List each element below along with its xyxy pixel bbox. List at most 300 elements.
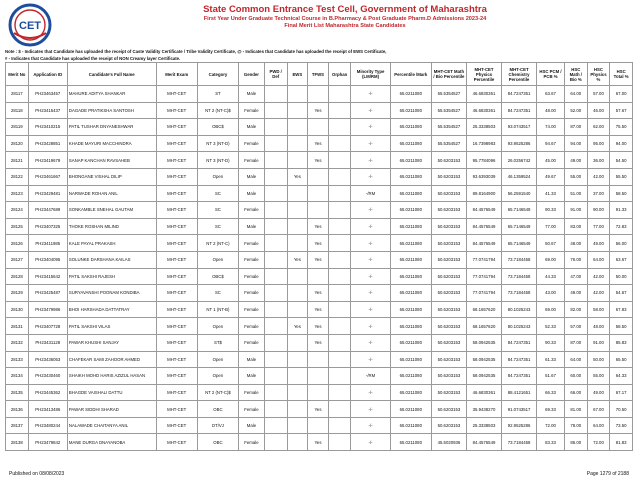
table-cell	[264, 417, 287, 434]
table-row	[6, 417, 633, 434]
table-cell: 67.83	[610, 301, 633, 318]
table-cell: -/-	[351, 318, 390, 335]
table-cell: 46.6830361	[466, 384, 501, 401]
table-cell: NT 2 (NT-C)$	[197, 384, 238, 401]
table-cell: 76.00	[564, 251, 587, 268]
table-cell	[308, 417, 329, 434]
notes-block	[5, 48, 633, 62]
table-cell: Female	[239, 285, 265, 302]
table-cell: NARWADE ROHAN ANIL	[67, 185, 156, 202]
column-header: Merit Exam	[156, 63, 197, 86]
table-cell: 77.0741794	[466, 285, 501, 302]
table-row	[6, 185, 633, 202]
table-cell: 46.6830361	[466, 102, 501, 119]
table-cell: 45.5020936	[431, 434, 466, 451]
table-cell: 55.5354527	[431, 86, 466, 103]
table-cell: 49.00	[564, 285, 587, 302]
table-cell	[287, 368, 308, 385]
table-cell	[328, 285, 351, 302]
table-cell: 55.00	[564, 168, 587, 185]
table-cell: 65.0211080	[390, 119, 431, 136]
table-row	[6, 135, 633, 152]
table-row	[6, 251, 633, 268]
table-cell: KALE PAYAL PRAKASH	[67, 235, 156, 252]
table-cell: 84.7247351	[502, 102, 537, 119]
table-cell: 55.5354527	[431, 135, 466, 152]
table-cell: 65.0211080	[390, 285, 431, 302]
table-cell: 75.50	[610, 119, 633, 136]
table-cell: 49.00	[587, 235, 610, 252]
table-cell: CHAFEKAR SAMI ZAHOOR AHMED	[67, 351, 156, 368]
table-cell: 50.67	[537, 235, 565, 252]
table-cell: PH23463457	[28, 86, 67, 103]
table-cell: 72.00	[537, 417, 565, 434]
table-cell	[328, 318, 351, 335]
table-cell: SOLUNKE DARSHANA KAILAS	[67, 251, 156, 268]
table-cell: 25.3338503	[466, 119, 501, 136]
table-cell: 58.0942535	[466, 368, 501, 385]
table-row	[6, 368, 633, 385]
table-cell: Female	[239, 135, 265, 152]
table-cell	[287, 301, 308, 318]
table-cell: MHT-CET	[156, 251, 197, 268]
table-cell	[287, 401, 308, 418]
table-cell: 50.6203153	[431, 301, 466, 318]
table-cell	[328, 135, 351, 152]
table-cell: 62.00	[587, 119, 610, 136]
table-cell	[328, 434, 351, 451]
table-cell: 66.33	[537, 384, 565, 401]
table-cell	[287, 384, 308, 401]
table-cell: PAWAR SIDDHI SHARAD	[67, 401, 156, 418]
table-cell: 28131	[6, 318, 29, 335]
table-cell: PH23428851	[28, 135, 67, 152]
table-cell: MHT-CET	[156, 185, 197, 202]
table-cell: 89.8164900	[466, 185, 501, 202]
table-cell: NT 3 (NT-D)	[197, 152, 238, 169]
table-cell: 28134	[6, 368, 29, 385]
table-cell: 67.17	[610, 384, 633, 401]
column-header: Orphan	[328, 63, 351, 86]
table-cell	[308, 86, 329, 103]
table-cell: 93.0743517	[502, 119, 537, 136]
table-cell: 50.6203153	[431, 202, 466, 219]
table-cell: 28127	[6, 251, 29, 268]
table-cell	[264, 119, 287, 136]
table-cell: 70.50	[610, 401, 633, 418]
table-cell: 16.7398983	[466, 135, 501, 152]
table-cell: DT/VJ	[197, 417, 238, 434]
table-cell: Yes	[287, 168, 308, 185]
table-cell	[328, 401, 351, 418]
table-cell: -/-	[351, 285, 390, 302]
table-cell: 66.00	[564, 384, 587, 401]
table-cell: NT 2 (NT-C)	[197, 235, 238, 252]
table-cell: MHT-CET	[156, 86, 197, 103]
table-cell: 58.0942535	[466, 351, 501, 368]
table-cell: -/-	[351, 351, 390, 368]
table-cell: PH23480244	[28, 417, 67, 434]
table-cell: Yes	[308, 135, 329, 152]
table-cell	[328, 86, 351, 103]
table-cell: 57.00	[564, 318, 587, 335]
table-cell: 69.33	[537, 401, 565, 418]
table-cell: PH23430460	[28, 368, 67, 385]
table-cell: PAWAR KHUSHI SANJAY	[67, 334, 156, 351]
table-cell: DAGADE PRATIKSHA SANTOSH	[67, 102, 156, 119]
table-cell: 73.7184458	[502, 251, 537, 268]
course-subtitle: First Year Under Graduate Technical Course in B.Pharmacy & Post Graduate Pharm.D Admissions 2023-24	[203, 16, 487, 22]
table-cell: 28130	[6, 301, 29, 318]
table-cell: 28129	[6, 285, 29, 302]
table-cell: OBC$	[197, 268, 238, 285]
table-cell	[264, 202, 287, 219]
table-cell: 28132	[6, 334, 29, 351]
table-cell: 84.4576549	[466, 202, 501, 219]
table-cell: Male	[239, 168, 265, 185]
table-cell: 93.6393039	[466, 168, 501, 185]
table-cell: 50.6203153	[431, 368, 466, 385]
table-cell: 65.0211080	[390, 86, 431, 103]
table-cell: 65.0211080	[390, 318, 431, 335]
table-cell: 87.00	[564, 334, 587, 351]
table-cell: Yes	[308, 301, 329, 318]
table-cell: PH23404095	[28, 251, 67, 268]
table-cell: Female	[239, 152, 265, 169]
table-cell	[287, 434, 308, 451]
table-cell: 28118	[6, 102, 29, 119]
table-cell: 80.1025243	[502, 318, 537, 335]
table-cell	[264, 218, 287, 235]
table-cell: PH23425487	[28, 285, 67, 302]
table-cell: 65.0211080	[390, 434, 431, 451]
table-cell: 85.83	[610, 334, 633, 351]
table-cell: Male	[239, 185, 265, 202]
table-cell: SANAP KANCHAN RAVSAHEB	[67, 152, 156, 169]
table-cell: MHT-CET	[156, 285, 197, 302]
table-cell: 50.6203153	[431, 168, 466, 185]
merit-list-table	[5, 62, 633, 451]
table-cell: 41.33	[537, 185, 565, 202]
table-row	[6, 202, 633, 219]
table-cell: 73.7184458	[502, 434, 537, 451]
table-cell: Female	[239, 434, 265, 451]
table-cell	[264, 434, 287, 451]
table-cell: 50.6203153	[431, 285, 466, 302]
table-cell: 94.67	[537, 135, 565, 152]
table-cell: BHONGANE VISHAL DILIP	[67, 168, 156, 185]
table-cell: -/-	[351, 384, 390, 401]
table-cell: MHT-CET	[156, 318, 197, 335]
table-row	[6, 218, 633, 235]
table-cell: 91.33	[610, 202, 633, 219]
table-cell: Yes	[308, 434, 329, 451]
table-cell: PH23479842	[28, 434, 67, 451]
table-cell: 78.00	[564, 417, 587, 434]
table-cell: SC	[197, 285, 238, 302]
table-cell: Female	[239, 102, 265, 119]
table-cell: 68.1657620	[466, 318, 501, 335]
table-cell: 50.6203153	[431, 218, 466, 235]
table-cell: NALAWADE CHAITANYA ANIL	[67, 417, 156, 434]
note-line: Note : $ - Indicates that Candidate has uploaded the receipt of Caste Validity Certificate / Tribe Validity Certificate, @ - Indicates that Candidate has uploaded the receipt of EWS Certificate,	[5, 49, 387, 54]
table-cell: -/-	[351, 401, 390, 418]
table-cell: Yes	[308, 102, 329, 119]
table-cell: 49.00	[564, 152, 587, 169]
table-cell: 28117	[6, 86, 29, 103]
table-cell: MHT-CET	[156, 218, 197, 235]
table-cell: 74.00	[537, 119, 565, 136]
table-cell	[287, 202, 308, 219]
table-cell: Female	[239, 235, 265, 252]
table-cell: 95.00	[587, 135, 610, 152]
table-cell: 84.7247351	[502, 86, 537, 103]
table-row	[6, 384, 633, 401]
table-cell: 65.7146549	[502, 218, 537, 235]
table-cell: -/-	[351, 102, 390, 119]
table-cell: 68.1657620	[466, 301, 501, 318]
table-cell: 45.00	[537, 152, 565, 169]
table-cell: 90.33	[537, 202, 565, 219]
table-cell	[264, 235, 287, 252]
table-cell: 65.0211080	[390, 401, 431, 418]
table-cell: 92.9525286	[502, 417, 537, 434]
table-cell	[287, 135, 308, 152]
table-cell: NT 2 (NT-C)$	[197, 102, 238, 119]
table-cell: 50.6203153	[431, 251, 466, 268]
table-cell: -/-	[351, 251, 390, 268]
table-cell	[264, 285, 287, 302]
table-cell: MAHURE ADITYA SHANKAR	[67, 86, 156, 103]
table-cell: 28128	[6, 268, 29, 285]
table-cell: Female	[239, 318, 265, 335]
table-cell: 93.9525286	[502, 135, 537, 152]
table-cell: -/-	[351, 152, 390, 169]
table-cell: 84.4576549	[466, 434, 501, 451]
table-cell: 72.83	[610, 218, 633, 235]
table-cell: Yes	[287, 318, 308, 335]
table-cell: PH23407728	[28, 318, 67, 335]
table-cell: 44.33	[537, 268, 565, 285]
table-cell: NT 1 (NT-B)	[197, 301, 238, 318]
table-cell	[328, 102, 351, 119]
cet-logo-emblem	[4, 3, 56, 47]
column-header: Percentile /Mark	[390, 63, 431, 86]
table-cell: 50.6203153	[431, 384, 466, 401]
table-cell: Open	[197, 251, 238, 268]
table-cell: 69.00	[537, 301, 565, 318]
table-cell	[328, 119, 351, 136]
table-cell: 64.00	[564, 351, 587, 368]
table-cell	[264, 86, 287, 103]
table-row	[6, 168, 633, 185]
table-cell	[264, 152, 287, 169]
column-header: EWS	[287, 63, 308, 86]
table-cell: 46.00	[587, 102, 610, 119]
table-cell: -/-	[351, 235, 390, 252]
column-header: HSC PCM / PCB %	[537, 63, 565, 86]
table-cell: PH23413486	[28, 401, 67, 418]
table-cell: 50.6203153	[431, 235, 466, 252]
table-cell: Open	[197, 368, 238, 385]
table-cell: NT 3 (NT-D)	[197, 135, 238, 152]
table-cell: 28122	[6, 168, 29, 185]
table-cell: MHT-CET	[156, 384, 197, 401]
table-cell	[264, 185, 287, 202]
table-cell: 84.7247351	[502, 368, 537, 385]
table-cell	[264, 351, 287, 368]
table-cell: 50.6203153	[431, 185, 466, 202]
table-cell: -/-	[351, 168, 390, 185]
table-cell: OBC	[197, 434, 238, 451]
table-cell	[264, 368, 287, 385]
table-cell: PH23429481	[28, 185, 67, 202]
table-cell	[328, 152, 351, 169]
table-cell: 46.1359524	[502, 168, 537, 185]
table-cell: 50.00	[610, 268, 633, 285]
table-cell: 65.0211080	[390, 102, 431, 119]
column-header: PWD / Def	[264, 63, 287, 86]
table-cell: PH23461667	[28, 168, 67, 185]
page-title: State Common Entrance Test Cell, Government of Maharashtra	[203, 4, 487, 15]
table-cell: OBC	[197, 401, 238, 418]
table-cell: 84.4576549	[466, 235, 501, 252]
table-cell: MHT-CET	[156, 168, 197, 185]
table-cell: 65.0211080	[390, 185, 431, 202]
column-header: Merit No	[6, 63, 29, 86]
table-cell: SHAIKH MOHD HARIS AZIZUL HASAN	[67, 368, 156, 385]
table-row	[6, 119, 633, 136]
table-cell: 58.50	[610, 318, 633, 335]
table-cell: 65.50	[610, 351, 633, 368]
table-cell: SC	[197, 202, 238, 219]
table-row	[6, 102, 633, 119]
table-cell	[264, 301, 287, 318]
table-cell: PH23410215	[28, 119, 67, 136]
table-cell: 28137	[6, 417, 29, 434]
table-cell: PH23445362	[28, 384, 67, 401]
table-cell	[287, 86, 308, 103]
table-cell: -/-	[351, 86, 390, 103]
table-cell: 65.0211080	[390, 268, 431, 285]
table-cell: PH23447689	[28, 202, 67, 219]
table-cell: 84.7247351	[502, 351, 537, 368]
table-cell: -/-	[351, 301, 390, 318]
table-cell	[328, 334, 351, 351]
table-cell: Yes	[308, 218, 329, 235]
table-cell: 64.00	[587, 251, 610, 268]
table-cell: BHOI HARSHADA DATTATRAY	[67, 301, 156, 318]
table-cell: 37.00	[587, 185, 610, 202]
table-cell: Male	[239, 218, 265, 235]
table-cell	[328, 368, 351, 385]
table-cell	[328, 251, 351, 268]
table-cell: Male	[239, 417, 265, 434]
table-cell: 65.0211080	[390, 251, 431, 268]
table-cell: 65.7146549	[502, 235, 537, 252]
table-cell: 55.50	[610, 168, 633, 185]
table-cell: 50.00	[587, 351, 610, 368]
table-cell: -/RM	[351, 185, 390, 202]
table-cell: THOKE ROSHAN MILIND	[67, 218, 156, 235]
table-cell: 49.67	[537, 168, 565, 185]
table-cell: PH23407325	[28, 218, 67, 235]
table-cell: MHT-CET	[156, 202, 197, 219]
table-cell: 63.67	[537, 86, 565, 103]
table-cell: PH23415642	[28, 268, 67, 285]
table-cell: 28126	[6, 235, 29, 252]
table-cell: MHT-CET	[156, 434, 197, 451]
table-cell	[264, 384, 287, 401]
table-cell: PATIL TUSHAR DNYANESHWAR	[67, 119, 156, 136]
table-cell: -/-	[351, 119, 390, 136]
table-cell: -/-	[351, 268, 390, 285]
table-cell: OBC$	[197, 119, 238, 136]
table-cell: -/-	[351, 334, 390, 351]
table-cell: 50.6203153	[431, 417, 466, 434]
table-cell: 35.9438270	[466, 401, 501, 418]
table-cell: PH23415437	[28, 102, 67, 119]
table-cell: MHT-CET	[156, 119, 197, 136]
table-cell: PH23479986	[28, 301, 67, 318]
table-cell: 65.0211080	[390, 168, 431, 185]
table-cell: 77.0741794	[466, 268, 501, 285]
table-cell: 52.00	[564, 102, 587, 119]
table-cell: 58.00	[587, 301, 610, 318]
table-cell	[264, 318, 287, 335]
table-cell	[308, 202, 329, 219]
table-row	[6, 434, 633, 451]
table-cell: 28123	[6, 185, 29, 202]
table-row	[6, 285, 633, 302]
table-cell: Female	[239, 401, 265, 418]
column-header: HSC Physics %	[587, 63, 610, 86]
table-cell	[328, 351, 351, 368]
table-cell: MHT-CET	[156, 368, 197, 385]
table-row	[6, 301, 633, 318]
table-cell: 83.00	[564, 218, 587, 235]
table-cell	[287, 152, 308, 169]
table-cell	[328, 168, 351, 185]
table-cell: 48.00	[564, 235, 587, 252]
table-cell	[287, 268, 308, 285]
table-cell: MHT-CET	[156, 301, 197, 318]
table-cell	[287, 119, 308, 136]
table-cell: MHT-CET	[156, 268, 197, 285]
table-cell: 50.6203153	[431, 351, 466, 368]
table-cell: 50.6203153	[431, 318, 466, 335]
table-cell: 48.00	[587, 318, 610, 335]
table-cell: 91.0743517	[502, 401, 537, 418]
page-number: Page 1279 of 2188	[586, 471, 629, 477]
table-cell: 73.7184458	[502, 268, 537, 285]
table-cell: Open	[197, 168, 238, 185]
table-cell: 90.00	[587, 202, 610, 219]
table-cell	[308, 168, 329, 185]
table-cell: 94.00	[610, 135, 633, 152]
table-cell: Yes	[287, 251, 308, 268]
table-cell	[264, 334, 287, 351]
table-row	[6, 401, 633, 418]
table-cell: 95.7784096	[466, 152, 501, 169]
table-cell	[328, 218, 351, 235]
table-cell: 42.00	[587, 268, 610, 285]
table-cell	[328, 235, 351, 252]
table-cell	[264, 168, 287, 185]
table-cell: 65.0211080	[390, 152, 431, 169]
table-cell: 55.00	[587, 368, 610, 385]
table-cell: 77.00	[587, 218, 610, 235]
